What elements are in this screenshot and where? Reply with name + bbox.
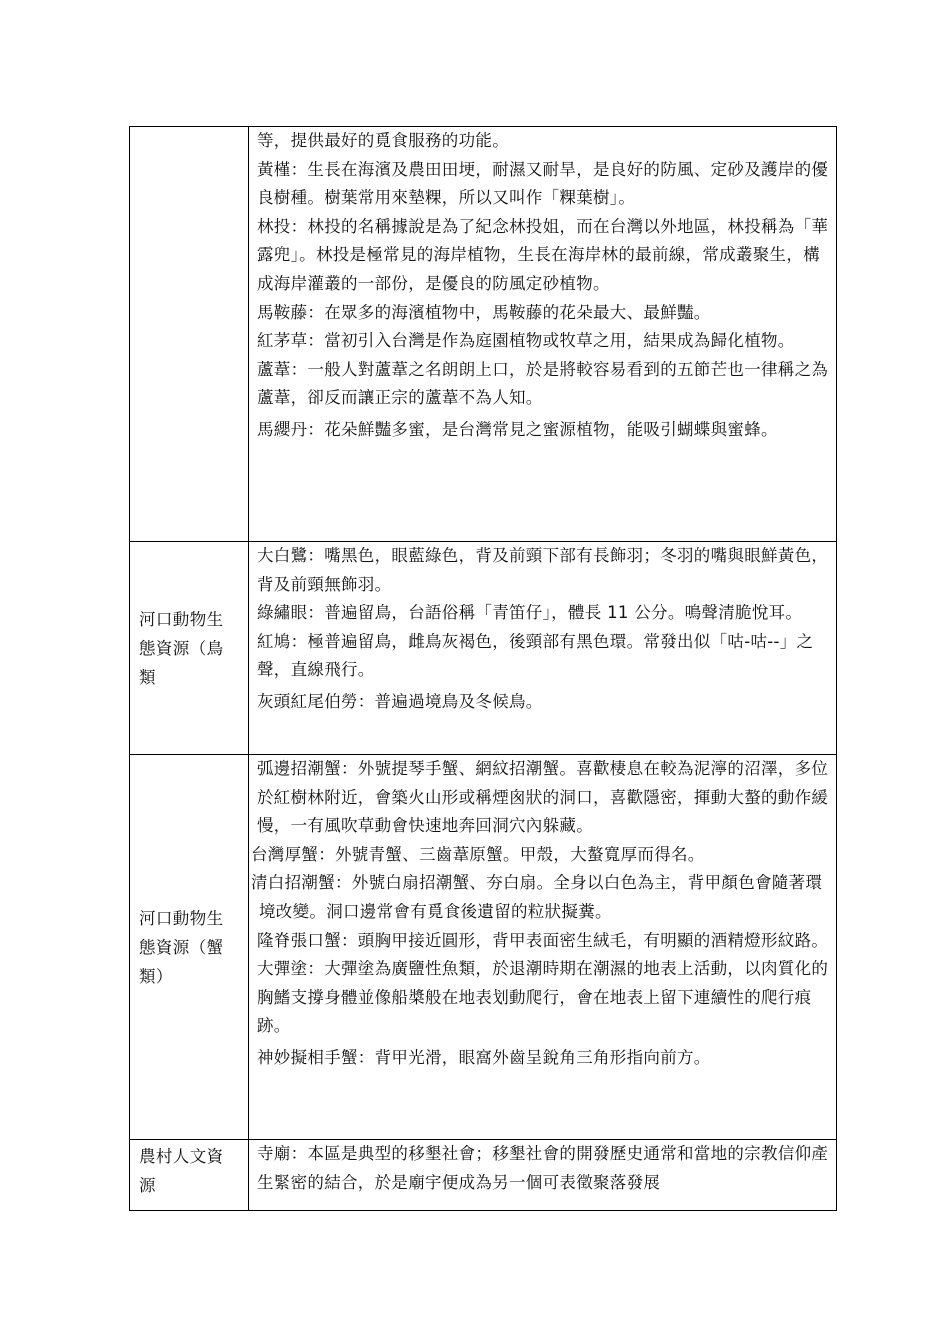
list-item: 林投：林投的名稱據說是為了紀念林投姐，而在台灣以外地區，林投稱為「華露兜」。林投是極常見的海岸植物，生長在海岸林的最前線，常成叢聚生，構成海岸灌叢的一部份，是優良的防風定砂植物。 [257,216,829,293]
table-row [130,1140,837,1211]
table-row [130,542,837,755]
list-item: 紅鳩：極普遍留鳥，雌鳥灰褐色，後頸部有黑色環。常發出似「咕-咕--」之聲，直線飛行。 [257,631,814,680]
category-label: 農村人文資源 [139,1147,224,1195]
list-item: 紅茅草：當初引入台灣是作為庭園植物或牧草之用，結果成為歸化植物。 [257,331,795,351]
description-cell [249,127,837,542]
list-item: 綠繡眼：普遍留鳥，台語俗稱「青笛仔」，體長 11 公分。鳴聲清脆悅耳。 [257,603,803,623]
category-label: 河口動物生態資源（鳥類 [139,609,224,687]
table-row [130,127,837,542]
description-cell [249,1140,837,1211]
category-label [130,127,248,129]
category-cell [130,127,249,542]
list-item: 蘆葦：一般人對蘆葦之名朗朗上口，於是將較容易看到的五節芒也一律稱之為蘆葦，卻反而讓正宗的蘆葦不為人知。 [257,359,829,408]
list-item: 大白鷺：嘴黑色，眼藍綠色，背及前頸下部有長飾羽；冬羽的嘴與眼鮮黃色，背及前頸無飾羽。 [257,546,829,594]
category-cell [130,542,249,755]
category-label: 河口動物生態資源（蟹類） [139,908,224,986]
list-item: 隆脊張口蟹：頭胸甲接近圓形，背甲表面密生絨毛，有明顯的酒精燈形紋路。 [257,930,829,950]
resources-table [129,126,837,1211]
list-item: 馬纓丹：花朵鮮豔多蜜，是台灣常見之蜜源植物，能吸引蝴蝶與蜜蜂。 [257,419,778,439]
table-row [130,755,837,1140]
list-item: 神妙擬相手蟹：背甲光滑，眼窩外齒呈銳角三角形指向前方。 [257,1047,711,1067]
list-item: 台灣厚蟹：外號青蟹、三齒葦原蟹。甲殼，大螯寬厚而得名。 [251,844,705,864]
category-cell [130,1140,249,1211]
list-item: 大彈塗：大彈塗為廣鹽性魚類，於退潮時期在潮濕的地表上活動，以肉質化的胸鰭支撐身體並像船槳般在地表划動爬行，會在地表上留下連續性的爬行痕跡。 [257,959,829,1036]
list-item: 黃槿：生長在海濱及農田田埂，耐濕又耐旱，是良好的防風、定砂及護岸的優良樹種。樹葉常用來墊粿，所以又叫作「粿葉樹」。 [257,159,829,208]
list-item: 寺廟：本區是典型的移墾社會；移墾社會的開發歷史通常和當地的宗教信仰產生緊密的結合，於是廟宇便成為另一個可表徵聚落發展 [257,1144,829,1192]
list-item: 清白招潮蟹：外號白扇招潮蟹、夯白扇。全身以白色為主，背甲顏色會隨著環境改變。洞口邊常會有覓食後遺留的粒狀擬糞。 [251,873,823,921]
list-item: 馬鞍藤：在眾多的海濱植物中，馬鞍藤的花朵最大、最鮮豔。 [257,302,711,322]
list-item: 等，提供最好的覓食服務的功能。 [257,131,509,150]
category-cell [130,755,249,1140]
list-item: 弧邊招潮蟹：外號提琴手蟹、網紋招潮蟹。喜歡棲息在較為泥濘的沼澤，多位於紅樹林附近，會築火山形或稱煙囪狀的洞口，喜歡隱密，揮動大螯的動作緩慢，一有風吹草動會快速地奔回洞穴內躲藏。 [257,759,829,836]
description-cell [249,755,837,1140]
list-item: 灰頭紅尾伯勞：普遍過境鳥及冬候鳥。 [257,691,543,711]
description-cell [249,542,837,755]
